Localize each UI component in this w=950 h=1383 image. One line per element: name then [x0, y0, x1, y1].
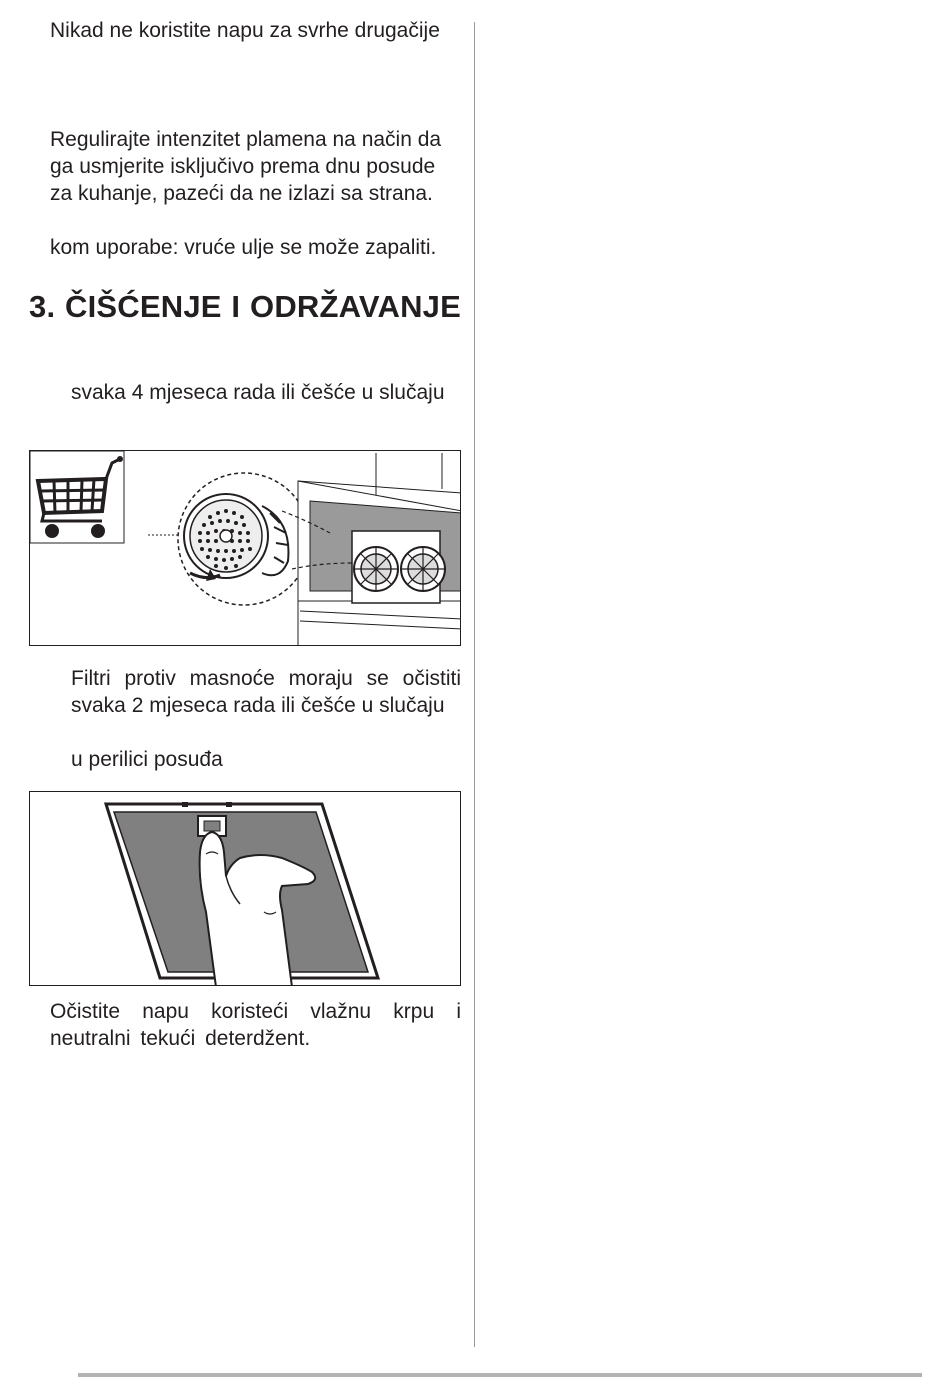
paragraph-line: ga usmjerite isključivo prema dnu posude	[50, 155, 436, 178]
paragraph-line: Regulirajte intenzitet plamena na način da	[50, 128, 442, 151]
carbon-filter-figure	[29, 450, 461, 646]
paragraph-line: kom uporabe: vruće ulje se može zapaliti.	[50, 236, 437, 259]
paragraph-line: Filtri protiv masnoće moraju se očistiti	[71, 667, 461, 690]
paragraph-line: za kuhanje, pazeći da ne izlazi sa strana.	[50, 182, 433, 205]
column-divider	[474, 22, 475, 1347]
paragraph-line: svaka 2 mjeseca rada ili češće u slučaju	[71, 694, 445, 717]
paragraph-line: Očistite napu koristeći vlažnu krpu i	[50, 1000, 461, 1023]
paragraph-line: neutralni tekući deterdžent.	[50, 1027, 311, 1050]
page-footer-bar	[78, 1373, 922, 1377]
paragraph-line: Nikad ne koristite napu za svrhe drugačije	[50, 19, 440, 42]
paragraph-line: svaka 4 mjeseca rada ili češće u slučaju	[71, 381, 445, 404]
grease-filter-figure	[29, 791, 461, 986]
hood-fans	[282, 453, 461, 646]
carbon-filter	[178, 473, 310, 605]
shopping-cart-icon	[30, 451, 124, 543]
section-heading: 3. ČIŠĆENJE I ODRŽAVANJE	[29, 289, 461, 324]
paragraph-line: u perilici posuđa	[71, 748, 223, 771]
